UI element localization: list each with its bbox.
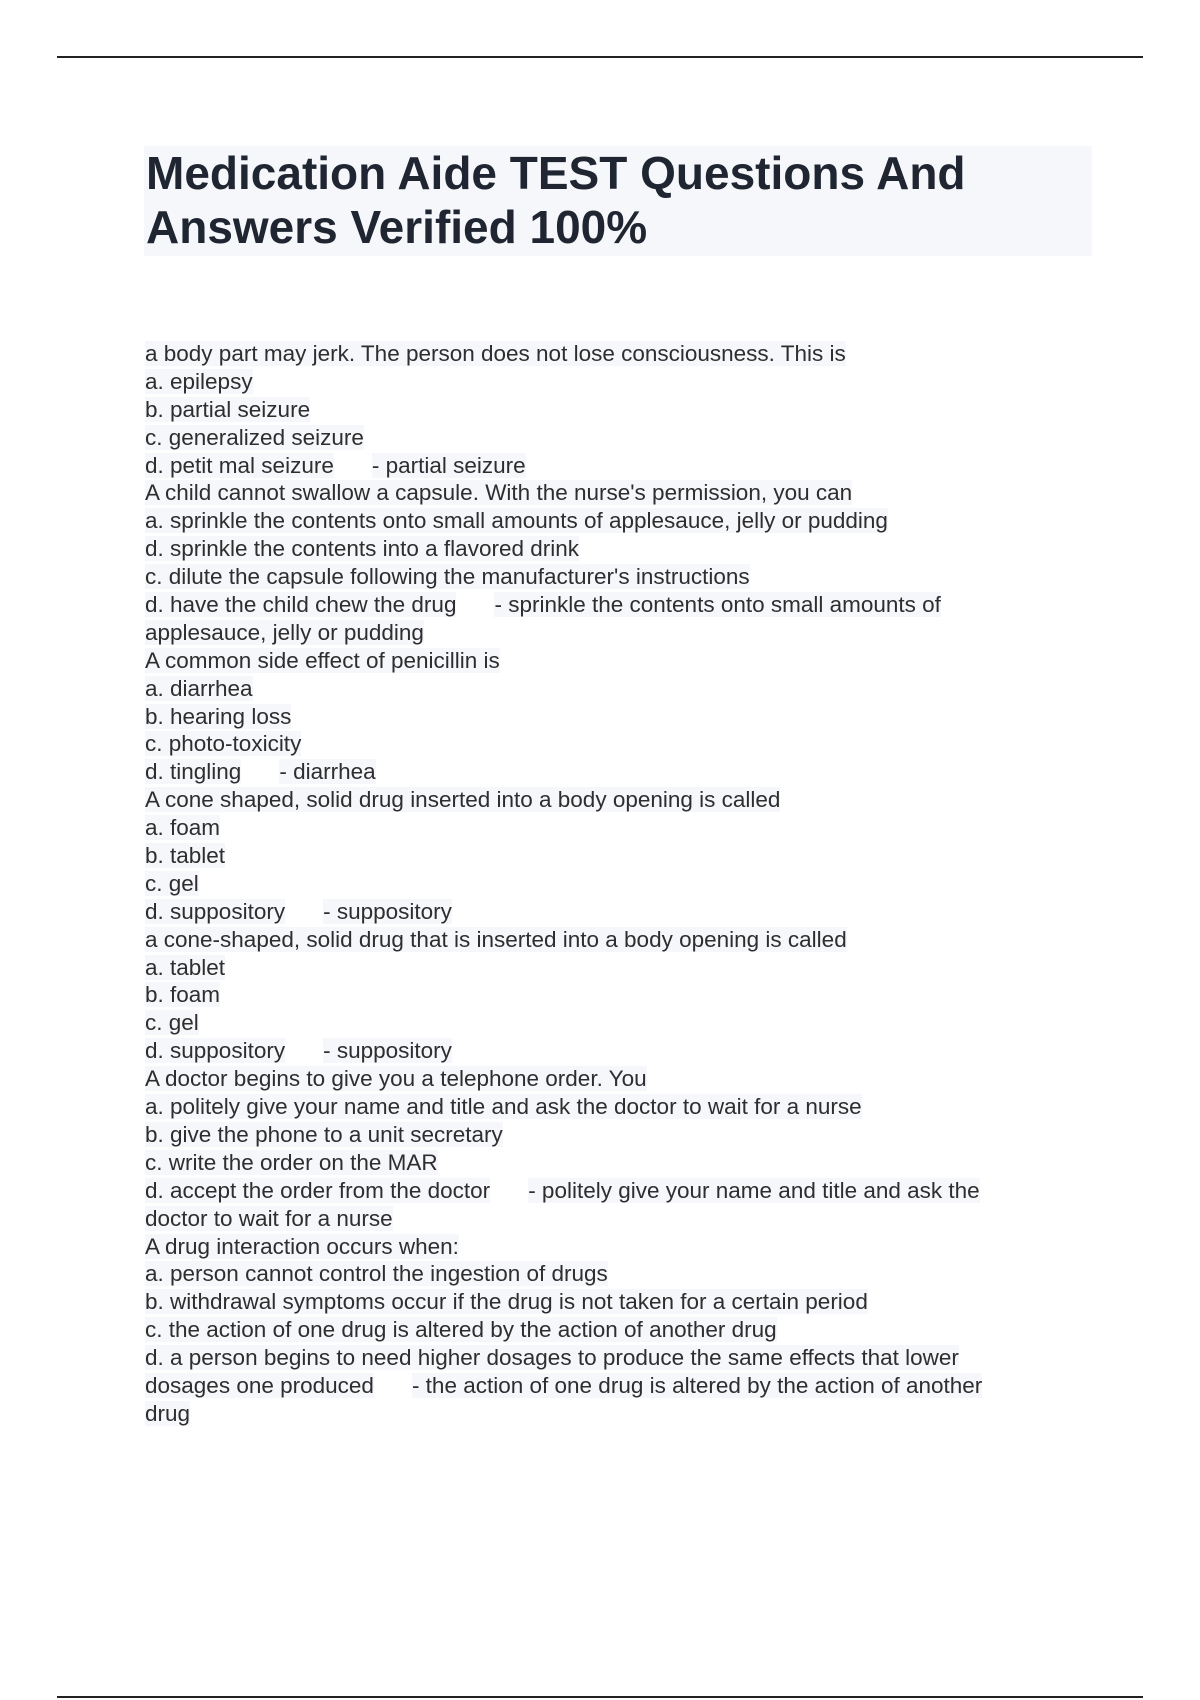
text-line — [145, 1177, 1085, 1205]
line-text: a. sprinkle the contents onto small amounts of applesauce, jelly or pudding — [145, 508, 888, 534]
text-line — [145, 730, 1085, 758]
line-text: A drug interaction occurs when: — [145, 1233, 459, 1259]
text-line — [145, 535, 1085, 563]
page-title-line-1: Medication Aide TEST Questions And — [146, 147, 966, 199]
text-line — [145, 758, 1085, 786]
line-text: a body part may jerk. The person does not lose consciousness. This is — [145, 341, 846, 366]
text-line — [145, 1233, 1085, 1261]
line-text: c. gel — [145, 870, 199, 896]
text-line — [145, 1093, 1085, 1121]
line-text: A child cannot swallow a capsule. With the nurse's permission, you can — [145, 480, 853, 506]
text-line — [145, 926, 1085, 954]
text-line — [145, 703, 1085, 731]
text-line — [145, 1316, 1085, 1344]
line-answer: - suppository — [323, 898, 452, 924]
text-line — [145, 396, 1085, 424]
line-text: c. the action of one drug is altered by the action of another drug — [145, 1317, 777, 1343]
line-text: b. tablet — [145, 843, 226, 869]
line-text: c. generalized seizure — [145, 424, 364, 450]
line-answer: - diarrhea — [279, 759, 376, 785]
line-text: b. partial seizure — [145, 396, 311, 422]
line-answer: - partial seizure — [371, 452, 526, 478]
line-text: a. tablet — [145, 954, 226, 980]
line-text: b. give the phone to a unit secretary — [145, 1121, 503, 1147]
line-text: a. foam — [145, 815, 221, 841]
text-line — [145, 1372, 1085, 1400]
line-answer: - politely give your name and title and ask the — [528, 1177, 980, 1203]
line-text: b. hearing loss — [145, 703, 292, 729]
line-text: b. foam — [145, 982, 221, 1008]
line-text: a. diarrhea — [145, 675, 253, 701]
line-text: d. a person begins to need higher dosages to produce the same effects that lower — [145, 1345, 959, 1371]
line-text: A common side effect of penicillin is — [145, 647, 500, 673]
page-title-line-2: Answers Verified 100% — [146, 201, 648, 253]
line-text: a. epilepsy — [145, 368, 253, 394]
line-text: b. withdrawal symptoms occur if the drug is not taken for a certain period — [145, 1289, 868, 1315]
text-line — [145, 1205, 1085, 1233]
line-answer: - suppository — [323, 1038, 452, 1064]
line-text: dosages one produced — [145, 1372, 374, 1398]
line-text: A doctor begins to give you a telephone order. You — [145, 1066, 647, 1092]
text-line — [145, 507, 1085, 535]
line-text: applesauce, jelly or pudding — [145, 619, 424, 645]
text-line — [145, 954, 1085, 982]
text-line — [145, 368, 1085, 396]
title-block — [144, 146, 1092, 256]
line-text: d. tingling — [145, 759, 242, 785]
top-rule — [57, 56, 1143, 58]
text-line — [145, 1009, 1085, 1037]
line-text: d. suppository — [145, 1038, 286, 1064]
line-text: A cone shaped, solid drug inserted into a body opening is called — [145, 787, 781, 813]
text-line — [145, 1037, 1085, 1065]
bottom-rule — [57, 1696, 1143, 1698]
question-list — [145, 340, 1085, 1428]
text-line — [145, 479, 1085, 507]
text-line — [145, 424, 1085, 452]
text-line — [145, 981, 1085, 1009]
line-text: d. petit mal seizure — [145, 452, 334, 478]
text-line — [145, 898, 1085, 926]
text-line — [145, 452, 1085, 480]
text-line — [145, 786, 1085, 814]
line-text: doctor to wait for a nurse — [145, 1205, 393, 1231]
line-text: a. politely give your name and title and ask the doctor to wait for a nurse — [145, 1094, 862, 1120]
line-text: c. photo-toxicity — [145, 731, 302, 757]
text-line — [145, 842, 1085, 870]
line-text: d. accept the order from the doctor — [145, 1177, 491, 1203]
text-line — [145, 1400, 1085, 1428]
text-line — [145, 675, 1085, 703]
line-text: c. write the order on the MAR — [145, 1149, 438, 1175]
text-line — [145, 1344, 1085, 1372]
line-text: d. have the child chew the drug — [145, 592, 457, 618]
line-text: a. person cannot control the ingestion of drugs — [145, 1261, 608, 1287]
text-line — [145, 563, 1085, 591]
line-text: a cone-shaped, solid drug that is inserted into a body opening is called — [145, 926, 847, 952]
text-line — [145, 340, 1085, 368]
text-line — [145, 1065, 1085, 1093]
text-line — [145, 1288, 1085, 1316]
line-answer: - sprinkle the contents onto small amounts of — [494, 592, 941, 618]
text-line — [145, 619, 1085, 647]
text-line — [145, 1121, 1085, 1149]
text-line — [145, 870, 1085, 898]
text-line — [145, 647, 1085, 675]
line-text: drug — [145, 1400, 191, 1426]
page-title — [144, 146, 1092, 254]
text-line — [145, 1260, 1085, 1288]
line-answer: - the action of one drug is altered by the action of another — [411, 1372, 983, 1398]
line-text: d. sprinkle the contents into a flavored drink — [145, 536, 579, 562]
line-text: d. suppository — [145, 898, 286, 924]
text-line — [145, 1149, 1085, 1177]
text-line — [145, 591, 1085, 619]
text-line — [145, 814, 1085, 842]
line-text: c. gel — [145, 1010, 199, 1036]
line-text: c. dilute the capsule following the manufacturer's instructions — [145, 564, 750, 590]
